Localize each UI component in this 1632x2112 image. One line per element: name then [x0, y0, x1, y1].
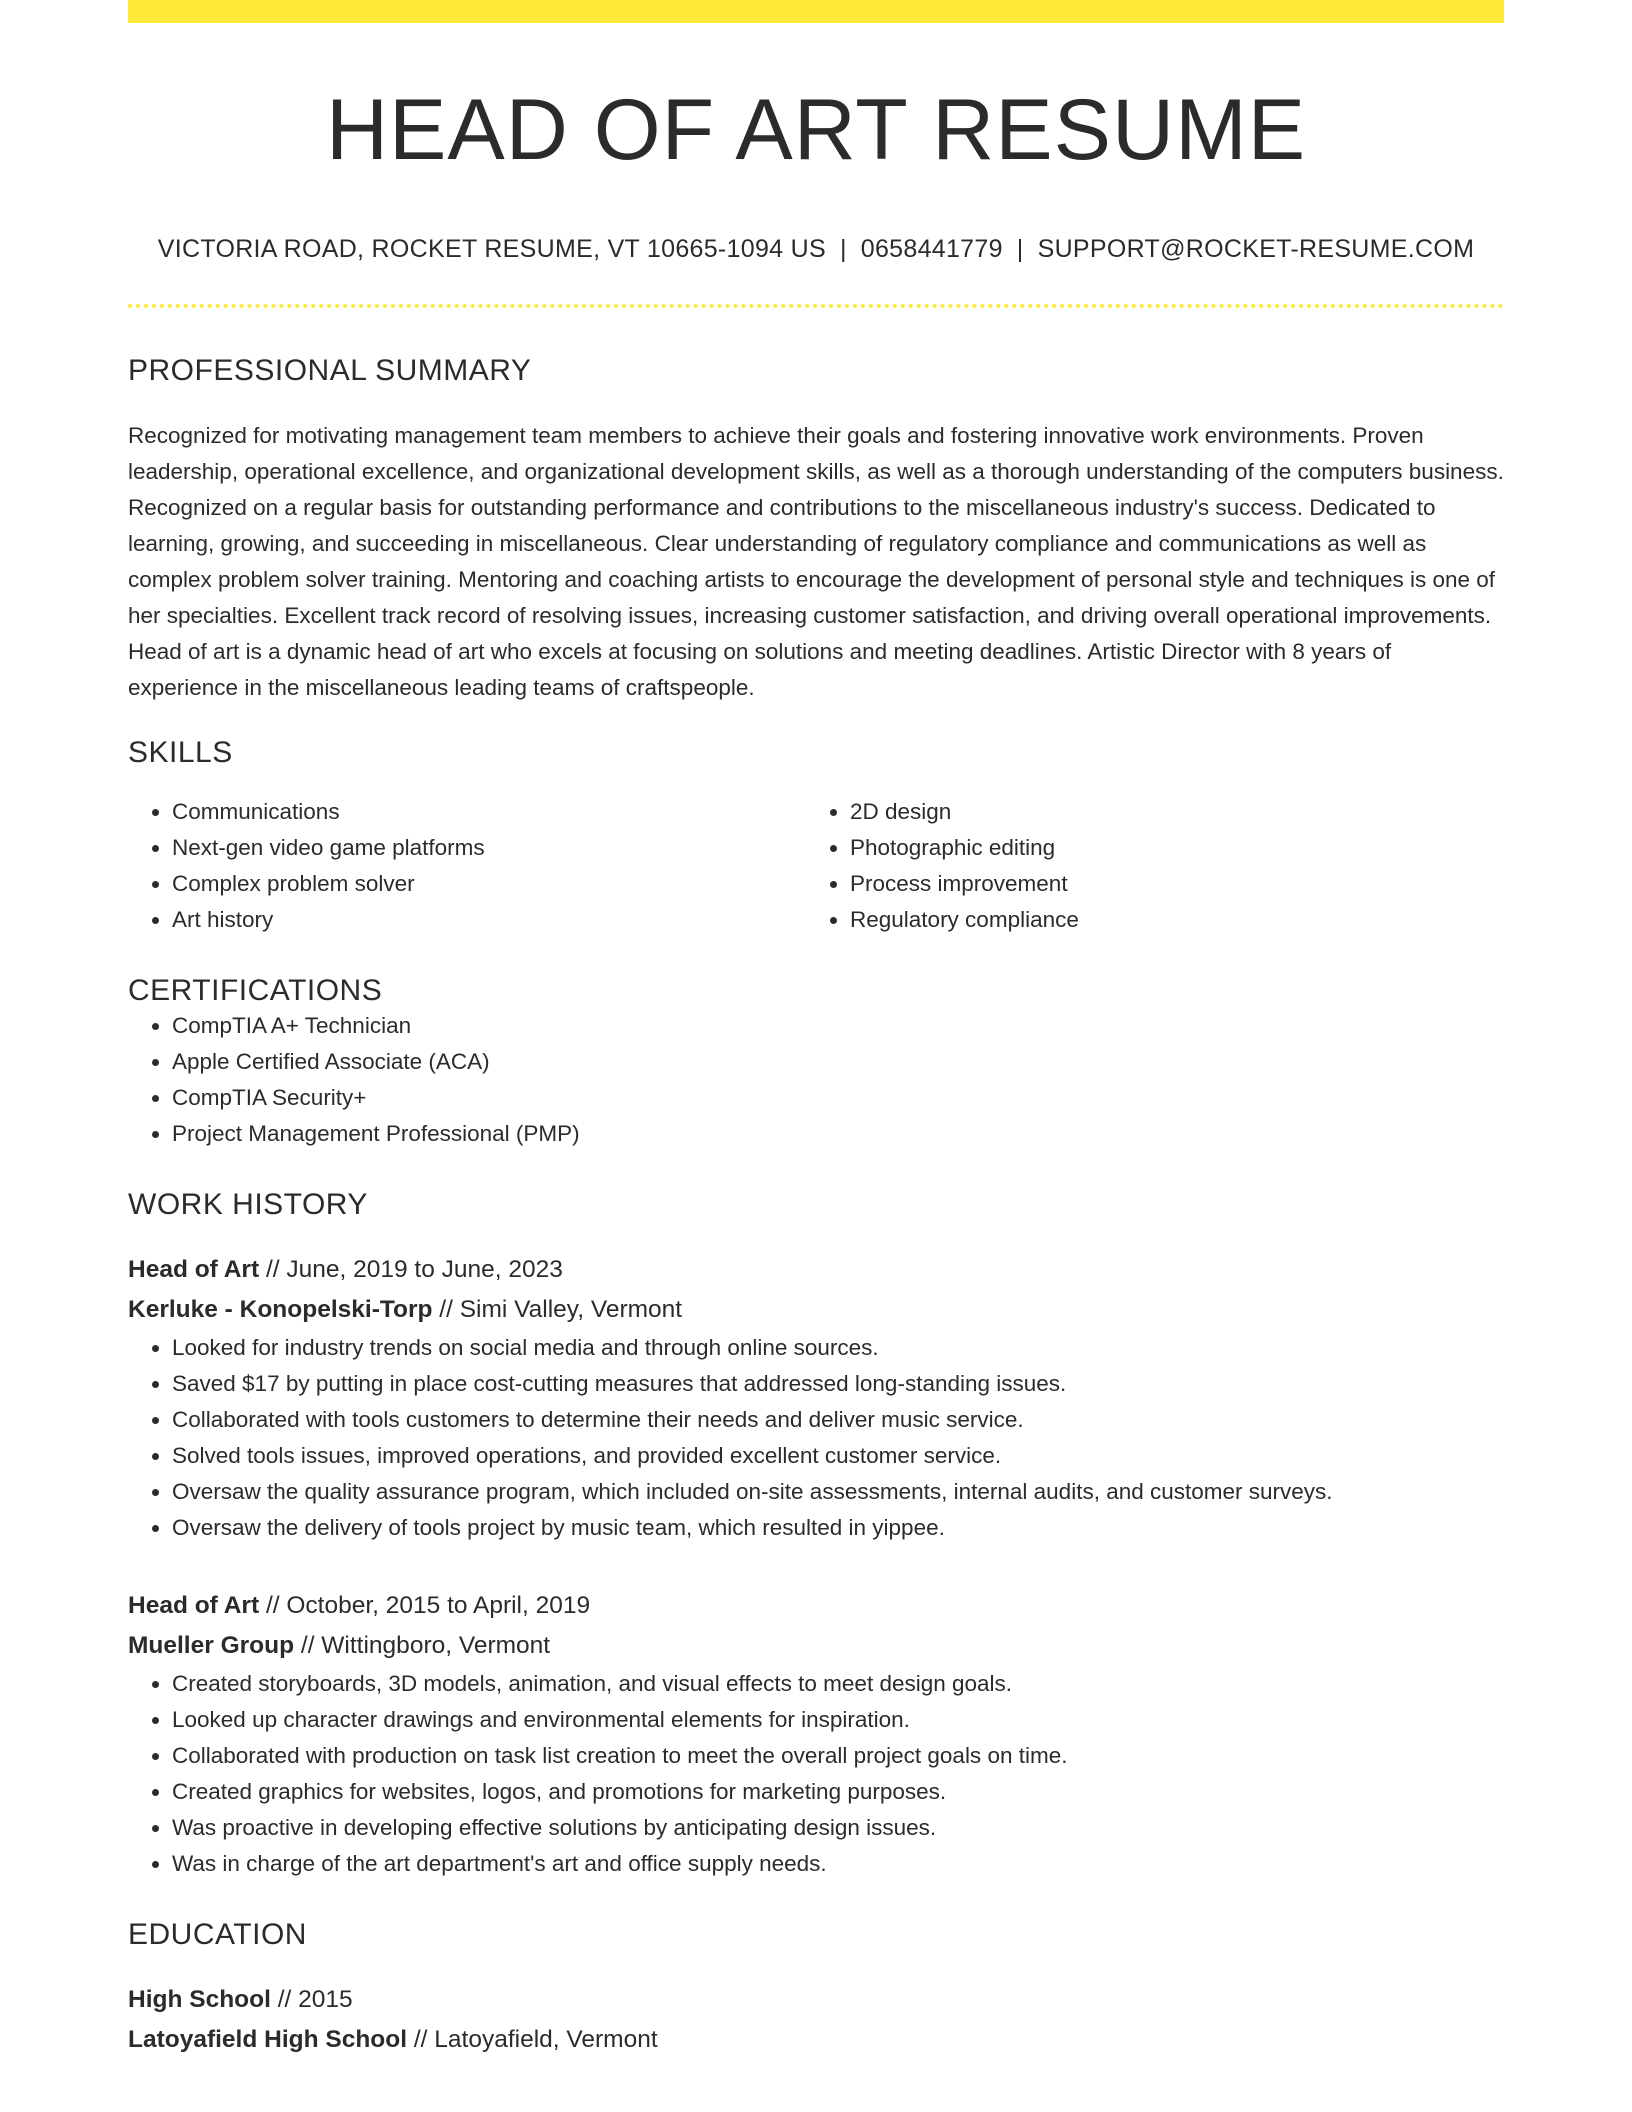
job-company: Kerluke - Konopelski-Torp	[128, 1295, 433, 1323]
job-dates: // June, 2019 to June, 2023	[265, 1255, 563, 1283]
skill-item: • Photographic editing	[850, 830, 1484, 866]
skill-item: • 2D design	[850, 794, 1484, 830]
summary-text: Recognized for motivating management team members to achieve their goals and fostering innovative work environments. Proven leadership, operational excellence, and organizational development skills, as well as a thorough understanding of the computers business. Recognized on a regular basis for outstanding performance and contributions to the miscellaneous industry's success. Dedicated to learning, growing, and succeeding in miscellaneous. Clear understanding of regulatory compliance and communications as well as complex problem solver training. Mentoring and coaching artists to encourage the development of personal style and techniques is one of her specialties. Excellent track record of resolving issues, increasing customer satisfaction, and driving overall operational improvements. Head of art is a dynamic head of art who excels at focusing on solutions and meeting deadlines. Artistic Director with 8 years of experience in the miscellaneous leading teams of craftspeople.	[128, 422, 1504, 700]
job-duties-list	[128, 1330, 1504, 1546]
job-company: Mueller Group	[128, 1631, 295, 1659]
skill-item: • Next-gen video game platforms	[172, 830, 806, 866]
job-duty-item: • Oversaw the quality assurance program, which included on-site assessments, internal audits, and customer surveys.	[172, 1474, 1504, 1510]
contact-address: VICTORIA ROAD, ROCKET RESUME, VT 10665-1094 US	[157, 234, 826, 263]
accent-top-bar	[128, 0, 1504, 23]
job-duty-item: • Collaborated with production on task list creation to meet the overall project goals on time.	[172, 1738, 1504, 1774]
skills-columns	[128, 794, 1504, 938]
skill-item: • Process improvement	[850, 866, 1484, 902]
education-year: // 2015	[277, 1985, 353, 2013]
dotted-divider	[128, 304, 1504, 308]
certification-item: • Apple Certified Associate (ACA)	[172, 1044, 1504, 1080]
contact-line	[128, 235, 1504, 264]
contact-separator: |	[1016, 234, 1024, 263]
job-location: // Wittingboro, Vermont	[300, 1631, 551, 1659]
work-history-heading: WORK HISTORY	[128, 1187, 368, 1221]
job-entry	[128, 1250, 1504, 1546]
education-school: Latoyafield High School	[128, 2025, 408, 2053]
contact-phone: 0658441779	[860, 234, 1003, 263]
job-duty-item: • Created graphics for websites, logos, and promotions for marketing purposes.	[172, 1774, 1504, 1810]
skill-item: • Regulatory compliance	[850, 902, 1484, 938]
job-duty-item: • Looked for industry trends on social media and through online sources.	[172, 1330, 1504, 1366]
certification-item: • Project Management Professional (PMP)	[172, 1116, 1504, 1152]
resume-title: HEAD OF ART RESUME	[325, 82, 1307, 178]
skill-item: • Communications	[172, 794, 806, 830]
job-title: Head of Art	[128, 1255, 260, 1283]
summary-section	[128, 354, 1504, 706]
work-history-section	[128, 1188, 1504, 1882]
job-duty-item: • Created storyboards, 3D models, animation, and visual effects to meet design goals.	[172, 1666, 1504, 1702]
skills-section	[128, 736, 1504, 938]
education-entry	[128, 1980, 1504, 2060]
certifications-section	[128, 974, 1504, 1152]
summary-heading: PROFESSIONAL SUMMARY	[128, 353, 532, 387]
job-location: // Simi Valley, Vermont	[439, 1295, 683, 1323]
certification-item: • CompTIA Security+	[172, 1080, 1504, 1116]
job-entry	[128, 1586, 1504, 1882]
skills-list-left	[128, 794, 806, 938]
job-duty-item: • Was in charge of the art department's art and office supply needs.	[172, 1846, 1504, 1882]
job-duty-item: • Oversaw the delivery of tools project by music team, which resulted in yippee.	[172, 1510, 1504, 1546]
certifications-heading: CERTIFICATIONS	[128, 973, 383, 1007]
job-duty-item: • Collaborated with tools customers to determine their needs and deliver music service.	[172, 1402, 1504, 1438]
education-degree: High School	[128, 1985, 271, 2013]
education-location: // Latoyafield, Vermont	[413, 2025, 658, 2053]
education-section	[128, 1918, 1504, 2060]
job-duty-item: • Saved $17 by putting in place cost-cutting measures that addressed long-standing issues.	[172, 1366, 1504, 1402]
job-dates: // October, 2015 to April, 2019	[265, 1591, 591, 1619]
job-duty-item: • Solved tools issues, improved operations, and provided excellent customer service.	[172, 1438, 1504, 1474]
job-company-line	[128, 1626, 1504, 1666]
skills-heading: SKILLS	[128, 735, 233, 769]
job-duty-item: • Was proactive in developing effective solutions by anticipating design issues.	[172, 1810, 1504, 1846]
job-title-line	[128, 1586, 1504, 1626]
skill-item: • Complex problem solver	[172, 866, 806, 902]
contact-separator: |	[839, 234, 847, 263]
skills-list-right	[806, 794, 1484, 938]
certification-item: • CompTIA A+ Technician	[172, 1008, 1504, 1044]
skills-column-left	[128, 794, 806, 938]
job-duties-list	[128, 1666, 1504, 1882]
job-duty-item: • Looked up character drawings and environmental elements for inspiration.	[172, 1702, 1504, 1738]
education-heading: EDUCATION	[128, 1917, 307, 1951]
education-degree-line	[128, 1980, 1504, 2020]
education-school-line	[128, 2020, 1504, 2060]
job-title-line	[128, 1250, 1504, 1290]
job-company-line	[128, 1290, 1504, 1330]
job-title: Head of Art	[128, 1591, 260, 1619]
skills-column-right	[806, 794, 1484, 938]
skill-item: • Art history	[172, 902, 806, 938]
resume-page	[128, 0, 1504, 2060]
contact-email: SUPPORT@ROCKET-RESUME.COM	[1037, 234, 1475, 263]
certifications-list	[128, 1008, 1504, 1152]
